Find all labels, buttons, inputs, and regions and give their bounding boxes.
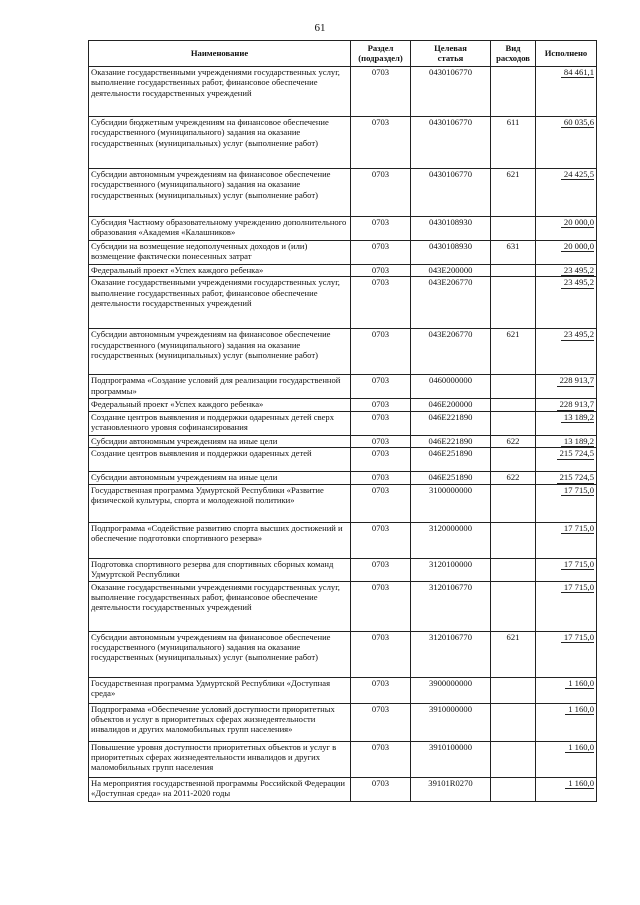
row-isp-cell (536, 484, 597, 522)
row-isp-cell (536, 169, 597, 217)
row-name-cell: Субсидии бюджетным учреждениям на финансовое обеспечение государственного (муниципального) задания на оказание государственных (муниципальных) услуг (выполнение работ) (89, 117, 351, 169)
table-body (89, 67, 597, 802)
row-razdel-cell: 0703 (351, 399, 411, 411)
row-vid-cell: 622 (491, 472, 536, 484)
row-razdel-cell: 0703 (351, 448, 411, 472)
table-row (89, 777, 597, 801)
row-isp-cell (536, 435, 597, 447)
row-isp-value: 1 160,0 (565, 678, 594, 689)
row-statya-cell: 3120106770 (411, 581, 491, 631)
row-vid-cell (491, 703, 536, 741)
row-razdel-cell: 0703 (351, 558, 411, 581)
row-isp-cell (536, 703, 597, 741)
header-vid-line2: расходов (496, 52, 530, 63)
row-statya-cell: 046E200000 (411, 399, 491, 411)
row-razdel-cell: 0703 (351, 581, 411, 631)
row-statya-cell: 3910100000 (411, 741, 491, 777)
row-name-cell: Создание центров выявления и поддержки одаренных детей сверх установленного уровня софинансирования (89, 411, 351, 435)
row-vid-cell (491, 741, 536, 777)
row-isp-value: 17 715,0 (561, 485, 594, 496)
row-statya-cell: 0430108930 (411, 241, 491, 265)
row-isp-cell (536, 472, 597, 484)
table-row (89, 631, 597, 677)
table-row (89, 375, 597, 399)
row-isp-value: 228 913,7 (557, 399, 594, 410)
table-row (89, 217, 597, 241)
row-isp-value: 1 160,0 (565, 704, 594, 715)
row-isp-value: 17 715,0 (561, 559, 594, 570)
row-isp-value: 23 495,2 (561, 277, 594, 288)
row-isp-cell (536, 558, 597, 581)
row-statya-cell: 0460000000 (411, 375, 491, 399)
row-statya-cell: 0430108930 (411, 217, 491, 241)
row-name-cell: Субсидии автономным учреждениям на иные цели (89, 472, 351, 484)
row-vid-cell (491, 581, 536, 631)
row-razdel-cell: 0703 (351, 777, 411, 801)
row-isp-value: 215 724,5 (557, 448, 594, 459)
row-vid-cell: 611 (491, 117, 536, 169)
row-isp-cell (536, 448, 597, 472)
header-razdel-line2: (подраздел) (358, 52, 403, 63)
row-isp-value: 20 000,0 (561, 217, 594, 228)
row-name-cell: Субсидии автономным учреждениям на иные цели (89, 435, 351, 447)
row-statya-cell: 0430106770 (411, 117, 491, 169)
row-statya-cell: 0430106770 (411, 67, 491, 117)
row-vid-cell (491, 399, 536, 411)
row-razdel-cell: 0703 (351, 484, 411, 522)
row-name-cell: Подпрограмма «Содействие развитию спорта высших достижений и обеспечение подготовки спортивного резерва» (89, 522, 351, 558)
row-isp-value: 24 425,5 (561, 169, 594, 180)
row-statya-cell: 0430106770 (411, 169, 491, 217)
header-razdel (351, 41, 411, 67)
row-isp-value: 228 913,7 (557, 375, 594, 386)
header-name-label: Наименование (190, 47, 249, 58)
table-row (89, 277, 597, 329)
row-isp-cell (536, 241, 597, 265)
row-isp-cell (536, 217, 597, 241)
row-isp-cell (536, 581, 597, 631)
row-name-cell: Подготовка спортивного резерва для спортивных сборных команд Удмуртской Республики (89, 558, 351, 581)
row-isp-cell (536, 677, 597, 703)
row-name-cell: Субсидия Частному образовательному учреждению дополнительного образования «Академия «Калашников» (89, 217, 351, 241)
row-vid-cell (491, 522, 536, 558)
row-vid-cell (491, 484, 536, 522)
row-statya-cell: 3100000000 (411, 484, 491, 522)
row-statya-cell: 046E221890 (411, 411, 491, 435)
row-name-cell: На мероприятия государственной программы Российской Федерации «Доступная среда» на 2011-2020 годы (89, 777, 351, 801)
row-razdel-cell: 0703 (351, 703, 411, 741)
row-isp-value: 60 035,6 (561, 117, 594, 128)
page-number: 61 (314, 22, 326, 34)
row-razdel-cell: 0703 (351, 169, 411, 217)
row-isp-cell (536, 777, 597, 801)
row-name-cell: Субсидии на возмещение недополученных доходов и (или) возмещение фактически понесенных затрат (89, 241, 351, 265)
row-vid-cell: 622 (491, 435, 536, 447)
row-isp-value: 215 724,5 (557, 472, 594, 483)
row-vid-cell: 621 (491, 631, 536, 677)
row-vid-cell (491, 777, 536, 801)
row-vid-cell (491, 217, 536, 241)
row-vid-cell (491, 558, 536, 581)
header-statya-line1: Целевая (434, 42, 467, 53)
row-name-cell: Государственная программа Удмуртской Республики «Развитие физической культуры, спорта и молодежной политики» (89, 484, 351, 522)
row-razdel-cell: 0703 (351, 277, 411, 329)
table-row (89, 484, 597, 522)
row-name-cell: Федеральный проект «Успех каждого ребенка» (89, 265, 351, 277)
row-isp-value: 23 495,2 (561, 265, 594, 276)
table-row (89, 67, 597, 117)
row-statya-cell: 046E221890 (411, 435, 491, 447)
table-row (89, 677, 597, 703)
table-row (89, 448, 597, 472)
row-razdel-cell: 0703 (351, 329, 411, 375)
row-name-cell: Подпрограмма «Обеспечение условий доступности приоритетных объектов и услуг в приоритетных сферах жизнедеятельности инвалидов и других маломобильных групп населения» (89, 703, 351, 741)
row-razdel-cell: 0703 (351, 217, 411, 241)
row-statya-cell: 3120100000 (411, 558, 491, 581)
row-isp-cell (536, 265, 597, 277)
row-name-cell: Создание центров выявления и поддержки одаренных детей (89, 448, 351, 472)
row-razdel-cell: 0703 (351, 265, 411, 277)
budget-table (88, 40, 597, 802)
header-vid (491, 41, 536, 67)
row-statya-cell: 043E200000 (411, 265, 491, 277)
row-isp-value: 13 189,2 (561, 436, 594, 447)
row-isp-cell (536, 67, 597, 117)
row-name-cell: Государственная программа Удмуртской Республики «Доступная среда» (89, 677, 351, 703)
row-razdel-cell: 0703 (351, 375, 411, 399)
row-isp-cell (536, 522, 597, 558)
row-name-cell: Субсидии автономным учреждениям на финансовое обеспечение государственного (муниципального) задания на оказание государственных (муниципальных) услуг (выполнение работ) (89, 631, 351, 677)
row-statya-cell: 046E251890 (411, 448, 491, 472)
table-row (89, 558, 597, 581)
row-isp-value: 23 495,2 (561, 329, 594, 340)
row-statya-cell: 3910000000 (411, 703, 491, 741)
row-vid-cell (491, 411, 536, 435)
header-statya-line2: статья (437, 52, 464, 63)
row-vid-cell (491, 265, 536, 277)
header-name (89, 41, 351, 67)
row-statya-cell: 046E251890 (411, 472, 491, 484)
row-vid-cell (491, 375, 536, 399)
row-statya-cell: 3900000000 (411, 677, 491, 703)
row-statya-cell: 3120000000 (411, 522, 491, 558)
header-statya (411, 41, 491, 67)
table-row (89, 169, 597, 217)
row-isp-value: 1 160,0 (565, 778, 594, 789)
row-name-cell: Оказание государственными учреждениями государственных услуг, выполнение государственных работ, финансовое обеспечение деятельности государственных учреждений (89, 277, 351, 329)
row-vid-cell: 621 (491, 329, 536, 375)
row-isp-value: 17 715,0 (561, 523, 594, 534)
row-name-cell: Субсидии автономным учреждениям на финансовое обеспечение государственного (муниципального) задания на оказание государственных (муниципальных) услуг (выполнение работ) (89, 329, 351, 375)
row-razdel-cell: 0703 (351, 472, 411, 484)
row-isp-value: 17 715,0 (561, 632, 594, 643)
row-name-cell: Повышение уровня доступности приоритетных объектов и услуг в приоритетных сферах жизнедеятельности инвалидов и других маломобильных групп населения (89, 741, 351, 777)
row-razdel-cell: 0703 (351, 411, 411, 435)
row-isp-value: 13 189,2 (561, 412, 594, 423)
table-row (89, 117, 597, 169)
table-row (89, 241, 597, 265)
row-isp-cell (536, 329, 597, 375)
row-razdel-cell: 0703 (351, 631, 411, 677)
row-name-cell: Оказание государственными учреждениями государственных услуг, выполнение государственных работ, финансовое обеспечение деятельности государственных учреждений (89, 67, 351, 117)
header-isp (536, 41, 597, 67)
row-isp-cell (536, 375, 597, 399)
header-razdel-line1: Раздел (367, 42, 394, 53)
table-row (89, 329, 597, 375)
row-razdel-cell: 0703 (351, 241, 411, 265)
row-isp-cell (536, 741, 597, 777)
row-statya-cell: 39101R0270 (411, 777, 491, 801)
row-statya-cell: 043E206770 (411, 329, 491, 375)
table-row (89, 581, 597, 631)
row-razdel-cell: 0703 (351, 741, 411, 777)
table-header-row (89, 41, 597, 67)
row-name-cell: Субсидии автономным учреждениям на финансовое обеспечение государственного (муниципального) задания на оказание государственных (муниципальных) услуг (выполнение работ) (89, 169, 351, 217)
row-isp-cell (536, 399, 597, 411)
row-vid-cell: 631 (491, 241, 536, 265)
row-razdel-cell: 0703 (351, 67, 411, 117)
header-isp-label: Исполнено (544, 47, 588, 58)
row-statya-cell: 043E206770 (411, 277, 491, 329)
row-isp-cell (536, 631, 597, 677)
row-vid-cell (491, 448, 536, 472)
row-statya-cell: 3120106770 (411, 631, 491, 677)
table-row (89, 399, 597, 411)
row-isp-cell (536, 411, 597, 435)
row-isp-value: 1 160,0 (565, 742, 594, 753)
row-vid-cell (491, 677, 536, 703)
row-name-cell: Подпрограмма «Создание условий для реализации государственной программы» (89, 375, 351, 399)
row-vid-cell: 621 (491, 169, 536, 217)
table-row (89, 435, 597, 447)
row-vid-cell (491, 67, 536, 117)
table-row (89, 703, 597, 741)
row-razdel-cell: 0703 (351, 117, 411, 169)
header-vid-line1: Вид (505, 42, 521, 53)
row-razdel-cell: 0703 (351, 677, 411, 703)
row-name-cell: Оказание государственными учреждениями государственных услуг, выполнение государственных работ, финансовое обеспечение деятельности государственных учреждений (89, 581, 351, 631)
row-vid-cell (491, 277, 536, 329)
row-isp-value: 20 000,0 (561, 241, 594, 252)
row-isp-value: 17 715,0 (561, 582, 594, 593)
row-razdel-cell: 0703 (351, 435, 411, 447)
table-row (89, 265, 597, 277)
row-isp-cell (536, 117, 597, 169)
row-isp-cell (536, 277, 597, 329)
row-isp-value: 84 461,1 (561, 67, 594, 78)
row-razdel-cell: 0703 (351, 522, 411, 558)
row-name-cell: Федеральный проект «Успех каждого ребенка» (89, 399, 351, 411)
table-row (89, 411, 597, 435)
table-row (89, 522, 597, 558)
table-row (89, 741, 597, 777)
table-row (89, 472, 597, 484)
